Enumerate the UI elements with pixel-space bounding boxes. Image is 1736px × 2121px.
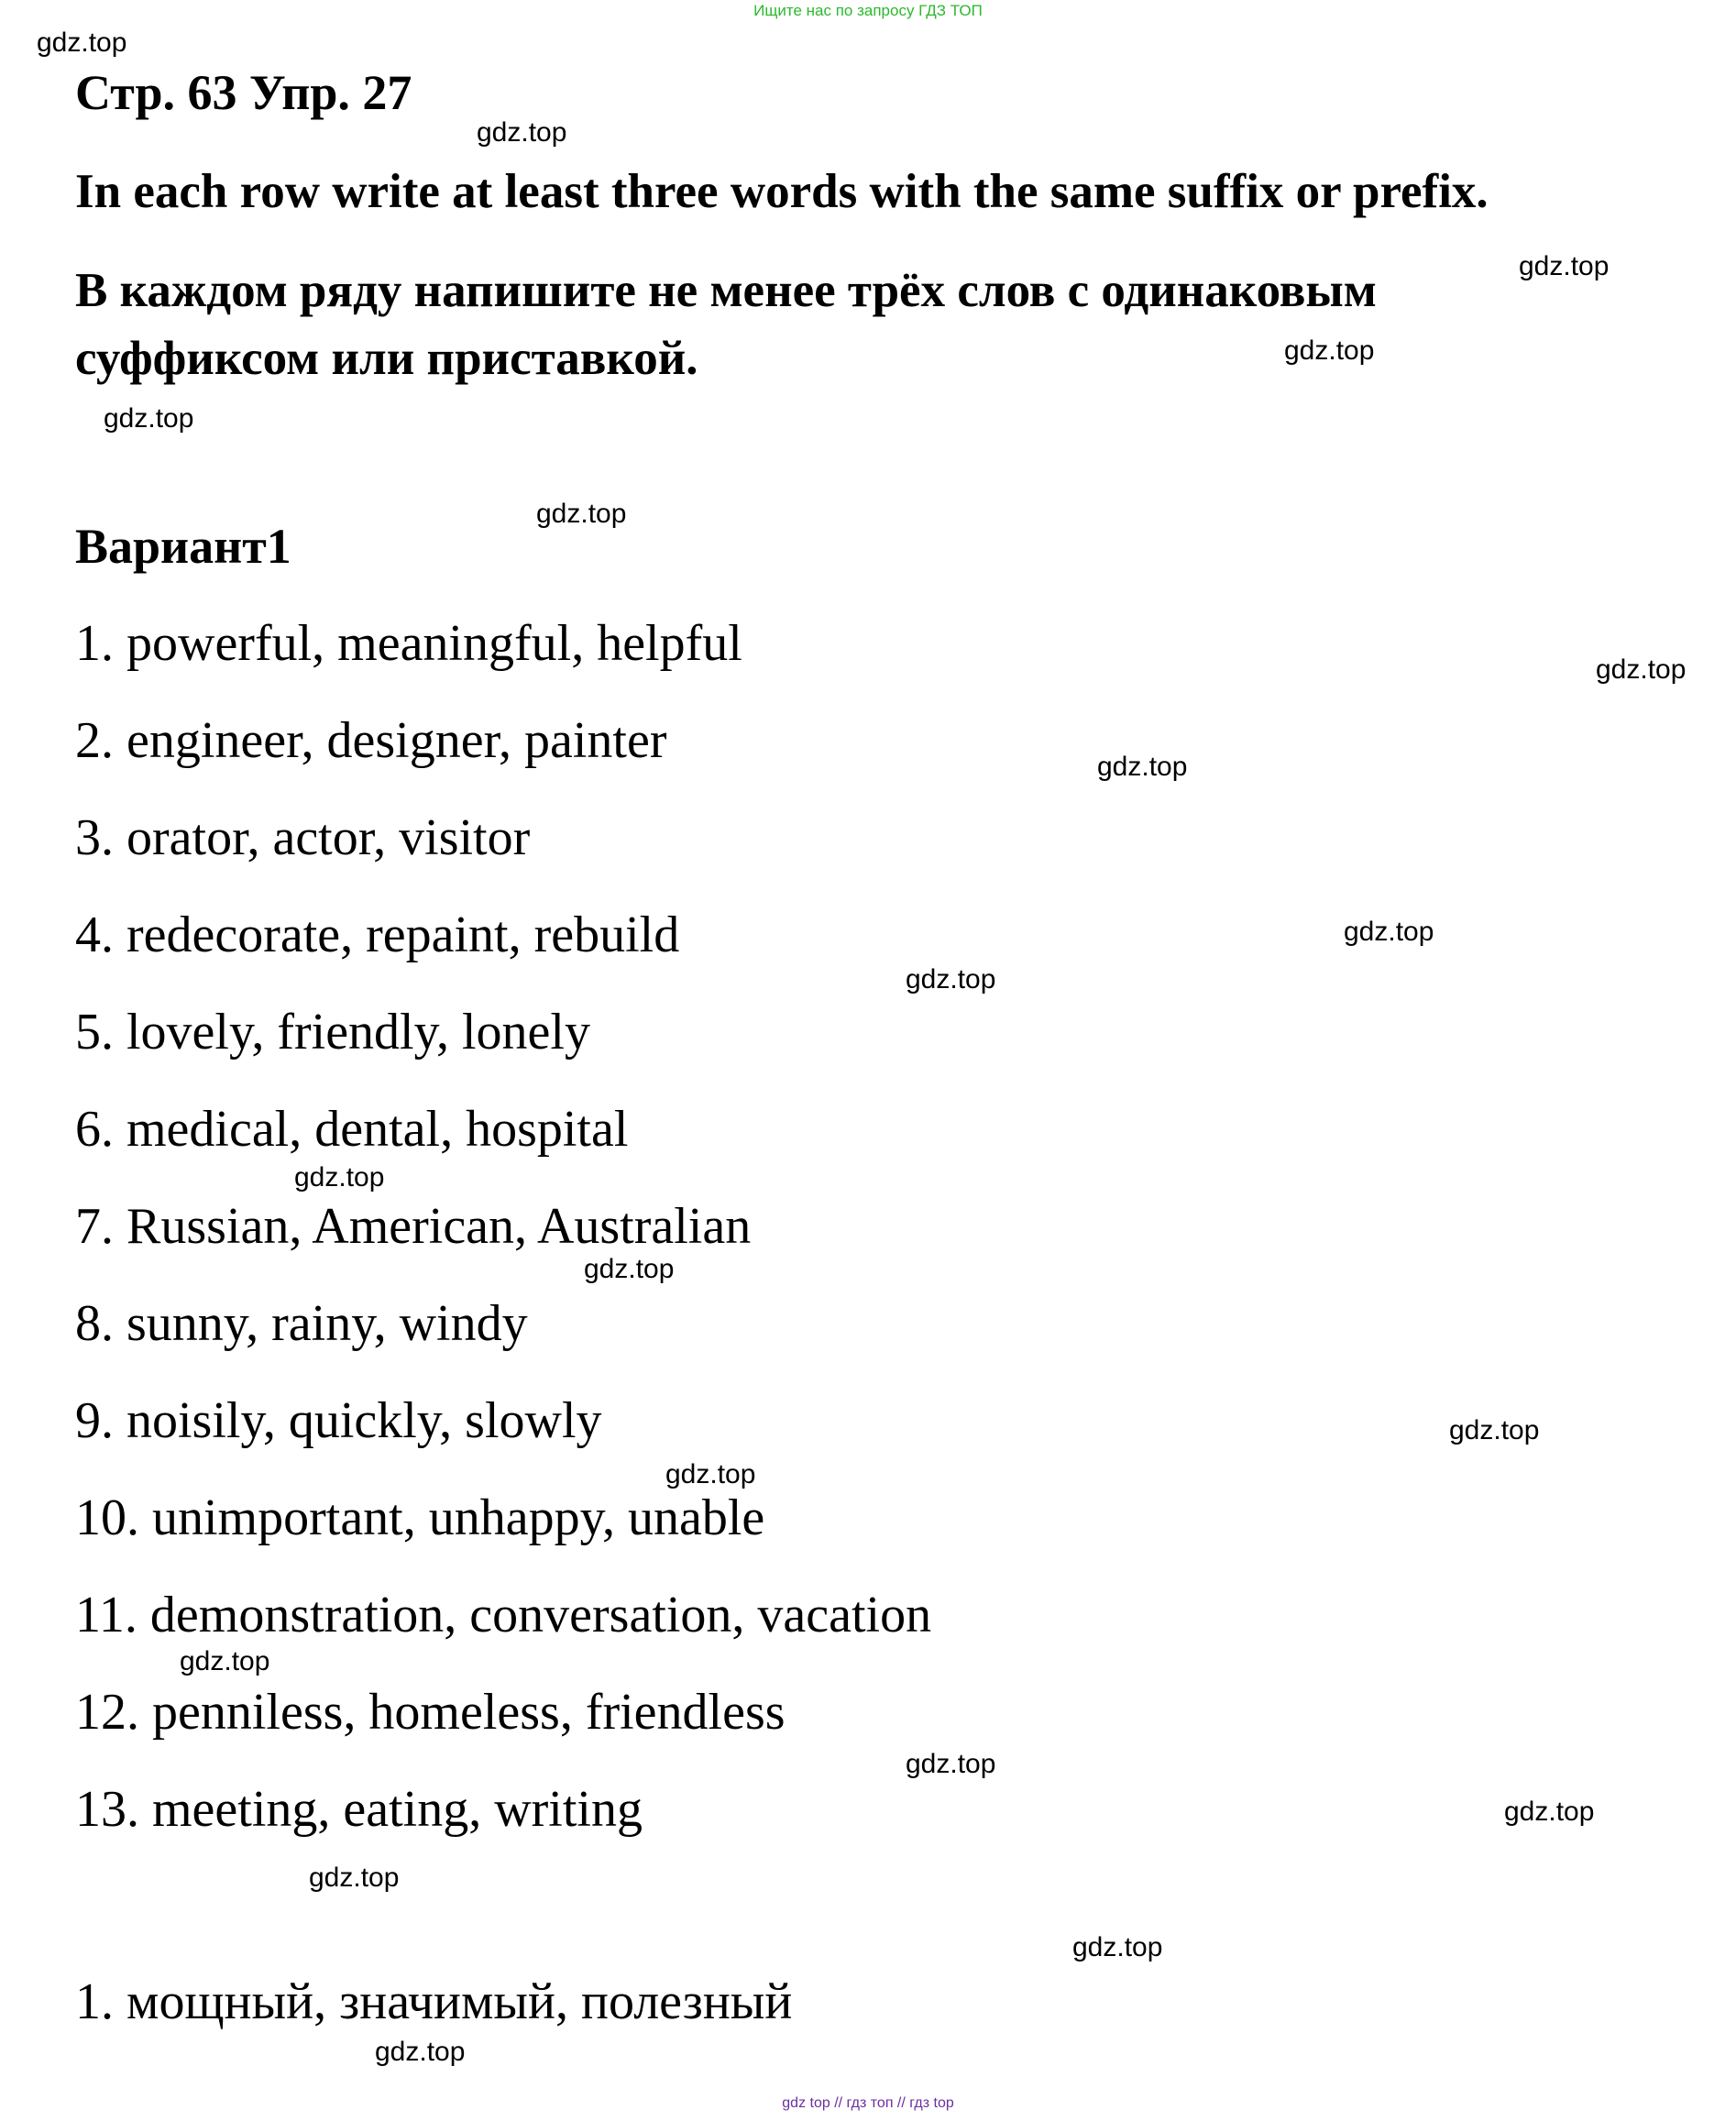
watermark: gdz.top xyxy=(309,1863,400,1893)
watermark: gdz.top xyxy=(104,403,194,434)
instruction-russian-line-1: В каждом ряду напишите не менее трёх слов с одинаковым xyxy=(75,264,1377,317)
answer-item-10: 10. unimportant, unhappy, unable xyxy=(75,1489,765,1546)
translation-item-1: 1. мощный, значимый, полезный xyxy=(75,1973,793,2030)
watermark: gdz.top xyxy=(906,1749,996,1779)
answer-item-9: 9. noisily, quickly, slowly xyxy=(75,1392,602,1449)
answer-item-4: 4. redecorate, repaint, rebuild xyxy=(75,907,680,963)
page-title: Стр. 63 Упр. 27 xyxy=(75,65,412,120)
watermark: gdz.top xyxy=(1097,752,1188,782)
answer-item-11: 11. demonstration, conversation, vacation xyxy=(75,1587,932,1643)
watermark: gdz.top xyxy=(1344,917,1434,947)
answer-item-5: 5. lovely, friendly, lonely xyxy=(75,1004,590,1060)
watermark: gdz.top xyxy=(536,499,627,529)
footer-note[interactable]: gdz top // гдз топ // гдз top xyxy=(782,2095,954,2111)
watermark: gdz.top xyxy=(584,1254,675,1284)
watermark: gdz.top xyxy=(180,1646,270,1676)
instruction-russian-line-2: суффиксом или приставкой. xyxy=(75,332,698,385)
answer-item-8: 8. sunny, rainy, windy xyxy=(75,1295,528,1352)
answer-item-7: 7. Russian, American, Australian xyxy=(75,1198,752,1255)
answer-item-1: 1. powerful, meaningful, helpful xyxy=(75,615,742,672)
watermark: gdz.top xyxy=(1504,1797,1595,1827)
header-note[interactable]: Ищите нас по запросу ГДЗ ТОП xyxy=(753,2,983,19)
watermark: gdz.top xyxy=(1519,251,1610,281)
watermark: gdz.top xyxy=(375,2037,466,2067)
watermark: gdz.top xyxy=(1284,335,1375,366)
answer-item-12: 12. penniless, homeless, friendless xyxy=(75,1684,786,1741)
watermark: gdz.top xyxy=(294,1162,385,1192)
watermark: gdz.top xyxy=(477,117,567,148)
instruction-english: In each row write at least three words with the same suffix or prefix. xyxy=(75,165,1489,218)
watermark: gdz.top xyxy=(37,27,127,58)
answer-item-13: 13. meeting, eating, writing xyxy=(75,1781,643,1838)
answer-item-2: 2. engineer, designer, painter xyxy=(75,712,667,769)
watermark: gdz.top xyxy=(665,1459,756,1489)
answer-item-3: 3. orator, actor, visitor xyxy=(75,809,531,866)
watermark: gdz.top xyxy=(1449,1415,1540,1445)
watermark: gdz.top xyxy=(906,964,996,995)
variant-heading: Вариант1 xyxy=(75,519,291,574)
watermark: gdz.top xyxy=(1072,1932,1163,1962)
watermark: gdz.top xyxy=(1596,654,1687,685)
answer-item-6: 6. medical, dental, hospital xyxy=(75,1101,629,1158)
